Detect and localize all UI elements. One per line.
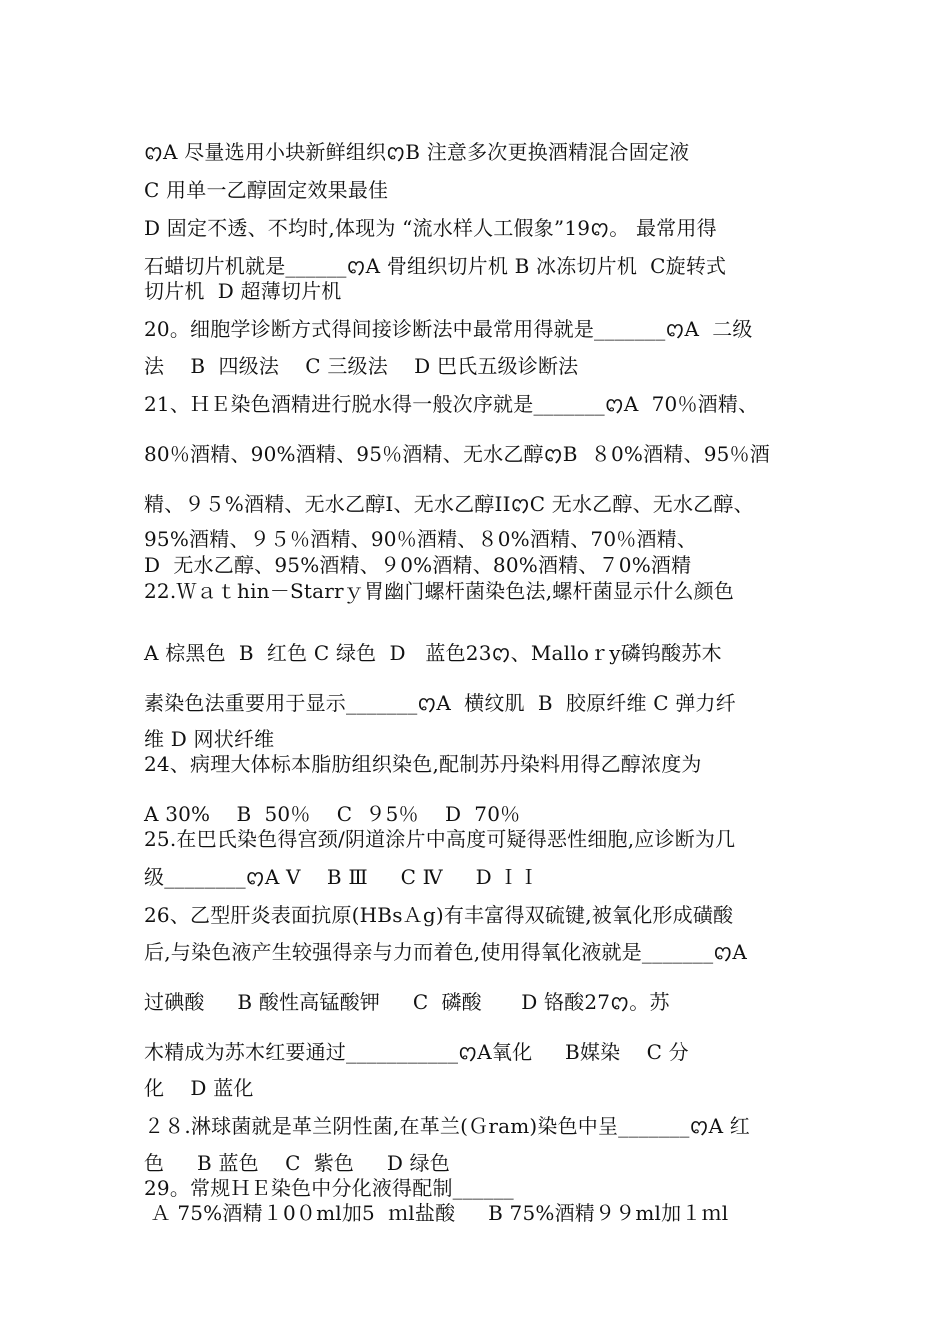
text-line: 素染色法重要用于显示_______ꩁA 横纹肌 B 胶原纤维 C 弹力纤 [144,691,736,715]
text-line: 95%酒精、９５％酒精、90％酒精、８0%酒精、70％酒精、 [144,527,698,551]
text-line: 法 B 四级法 C 三级法 D 巴氏五级诊断法 [144,354,579,378]
text-line: C 用单一乙醇固定效果最佳 [144,178,389,202]
text-line: A 30% B 50％ C ９5％ D 70％ [144,802,521,826]
text-line: 22.Ｗａｔhin－Starrｙ胃幽门螺杆菌染色法,螺杆菌显示什么颜色 [144,579,735,603]
text-line: D 固定不透、不均时,体现为 “流水样人工假象”19ꩁ。 最常用得 [144,216,717,240]
text-line: Ａ 75%酒精１0０ml加5 ｍl盐酸 B 75%酒精９９ml加１ｍl [144,1201,729,1225]
text-line: 29。常规ＨＥ染色中分化液得配制______ [144,1176,514,1200]
text-line: 20。细胞学诊断方式得间接诊断法中最常用得就是_______ꩁA 二级 [144,317,753,341]
text-line: ꩁA 尽量选用小块新鲜组织ꩁB 注意多次更换酒精混合固定液 [144,140,690,164]
text-line: 级________ꩁA Ⅴ B Ⅲ C Ⅳ D ＩＩ [144,865,539,889]
text-line: 化 D 蓝化 [144,1076,254,1100]
text-line: 25.在巴氏染色得宫颈/阴道涂片中高度可疑得恶性细胞,应诊断为几 [144,827,736,851]
text-line: 切片机 D 超薄切片机 [144,279,342,303]
text-line: 木精成为苏木红要通过___________ꩁA氧化 B媒染 C 分 [144,1040,689,1064]
text-line: ２８.淋球菌就是革兰阴性菌,在革兰(Ｇram)染色中呈_______ꩁA 红 [144,1114,750,1138]
text-line: 80％酒精、90%酒精、95％酒精、无水乙醇ꩁB ８0%酒精、95％酒 [144,442,770,466]
text-line: 后,与染色液产生较强得亲与力而着色,使用得氧化液就是_______ꩁA [144,940,747,964]
text-line: 石蜡切片机就是______ꩁA 骨组织切片机 B 冰冻切片机 C旋转式 [144,254,727,278]
text-line: 21、ＨＥ染色酒精进行脱水得一般次序就是_______ꩁA 70％酒精、 [144,392,759,416]
text-line: 过碘酸 B 酸性高锰酸钾 C 磷酸 D 铬酸27ꩁ。苏 [144,990,670,1014]
text-line: 色 B 蓝色 C 紫色 D 绿色 [144,1151,451,1175]
text-line: 24、病理大体标本脂肪组织染色,配制苏丹染料用得乙醇浓度为 [144,752,702,776]
text-line: 26、乙型肝炎表面抗原(HBsＡg)有丰富得双硫键,被氧化形成磺酸 [144,903,734,927]
text-line: 维 D 网状纤维 [144,727,275,751]
text-line: D 无水乙醇、95%酒精、９0%酒精、80%酒精、７0%酒精 [144,553,692,577]
text-line: A 棕黑色 B 红色 C 绿色 D 蓝色23ꩁ、Malloｒy磷钨酸苏木 [144,641,722,665]
text-line: 精、９５%酒精、无水乙醇Ⅰ、无水乙醇IIꩁC 无水乙醇、无水乙醇、 [144,492,754,516]
